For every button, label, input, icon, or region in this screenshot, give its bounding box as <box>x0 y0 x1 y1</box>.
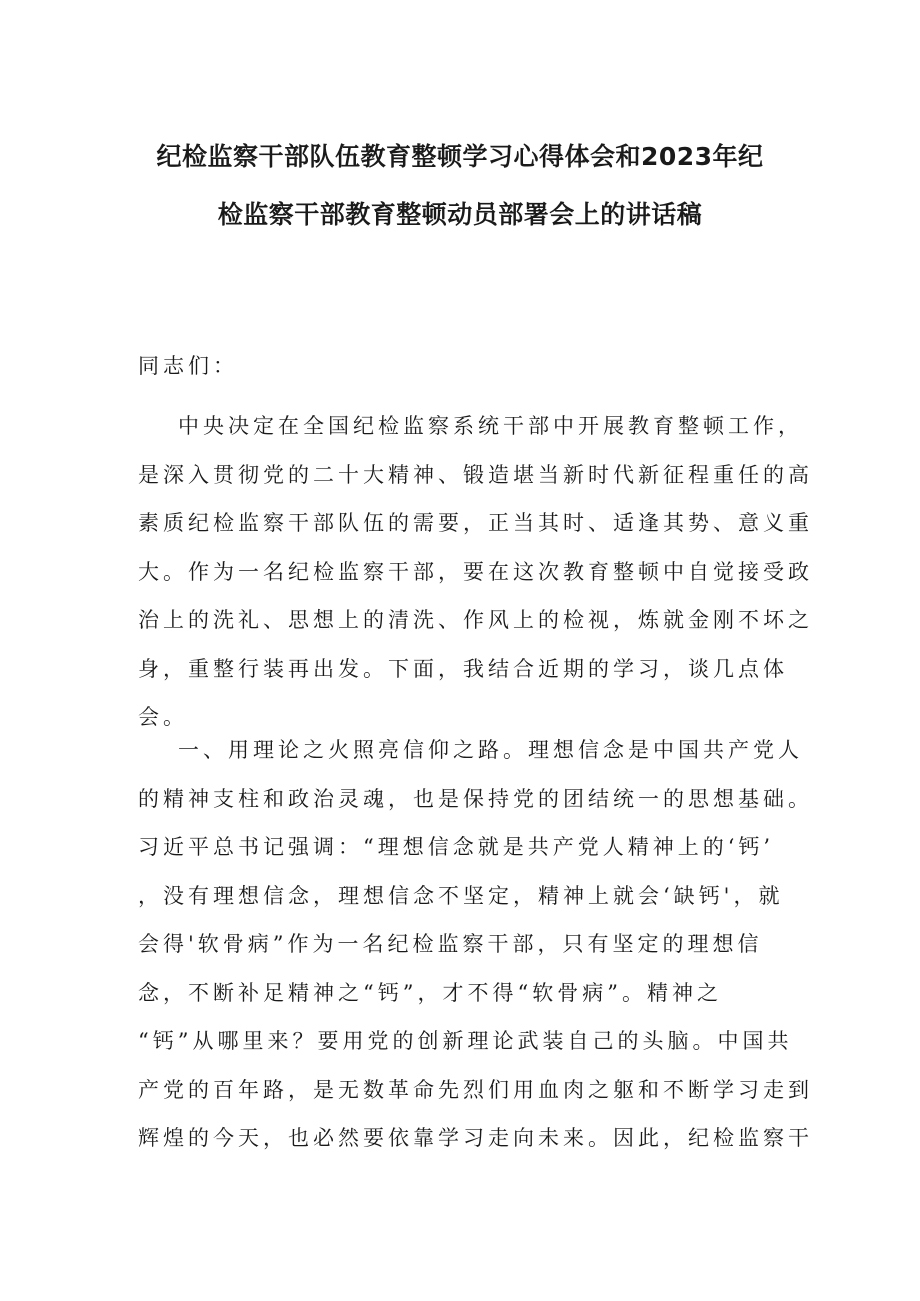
document-title <box>130 128 790 244</box>
salutation-text: 同志们： <box>138 354 238 378</box>
paragraph-2-line-4: ，没有理想信念，理想信念不坚定，精神上就会‘缺钙'，就 <box>138 883 784 908</box>
title-line-1: 纪检监察干部队伍教育整顿学习心得体会和2023年纪 <box>156 142 764 171</box>
paragraph-2-line-3: 习近平总书记强调：“理想信念就是共产党人精神上的‘钙’ <box>138 835 775 859</box>
paragraph-2-line-2: 的精神支柱和政治灵魂，也是保持党的团结统一的思想基础。 <box>138 786 813 811</box>
paragraph-1-line-1: 中央决定在全国纪检监察系统干部中开展教育整顿工作， <box>178 414 803 438</box>
paragraph-1-line-6: 身，重整行装再出发。下面，我结合近期的学习，谈几点体 <box>138 656 788 681</box>
salutation <box>138 342 768 391</box>
paragraph-2-line-6: 念，不断补足精神之“钙”，才不得“软骨病”。精神之 <box>138 980 722 1005</box>
paragraph-2 <box>138 726 813 1163</box>
paragraph-2-line-7: “钙”从哪里来？要用党的创新理论武装自己的头脑。中国共 <box>138 1029 793 1053</box>
paragraph-1-line-2: 是深入贯彻党的二十大精神、锻造堪当新时代新征程重任的高 <box>138 462 813 487</box>
paragraph-2-line-9: 辉煌的今天，也必然要依靠学习走向未来。因此，纪检监察干 <box>138 1126 813 1150</box>
paragraph-2-line-5: 会得'软骨病”作为一名纪检监察干部，只有坚定的理想信 <box>138 932 763 956</box>
paragraph-1 <box>138 402 813 742</box>
paragraph-2-line-8: 产党的百年路，是无数革命先烈们用血肉之躯和不断学习走到 <box>138 1077 813 1102</box>
title-line-2: 检监察干部教育整顿动员部署会上的讲话稿 <box>217 200 703 229</box>
paragraph-1-line-3: 素质纪检监察干部队伍的需要，正当其时、适逢其势、意义重 <box>138 511 813 535</box>
paragraph-1-line-4: 大。作为一名纪检监察干部，要在这次教育整顿中自觉接受政 <box>138 559 813 584</box>
paragraph-2-line-1: 一、用理论之火照亮信仰之路。理想信念是中国共产党人 <box>178 738 803 762</box>
paragraph-1-line-7: 会。 <box>138 705 188 729</box>
paragraph-1-line-5: 治上的洗礼、思想上的清洗、作风上的检视，炼就金刚不坏之 <box>138 608 813 632</box>
